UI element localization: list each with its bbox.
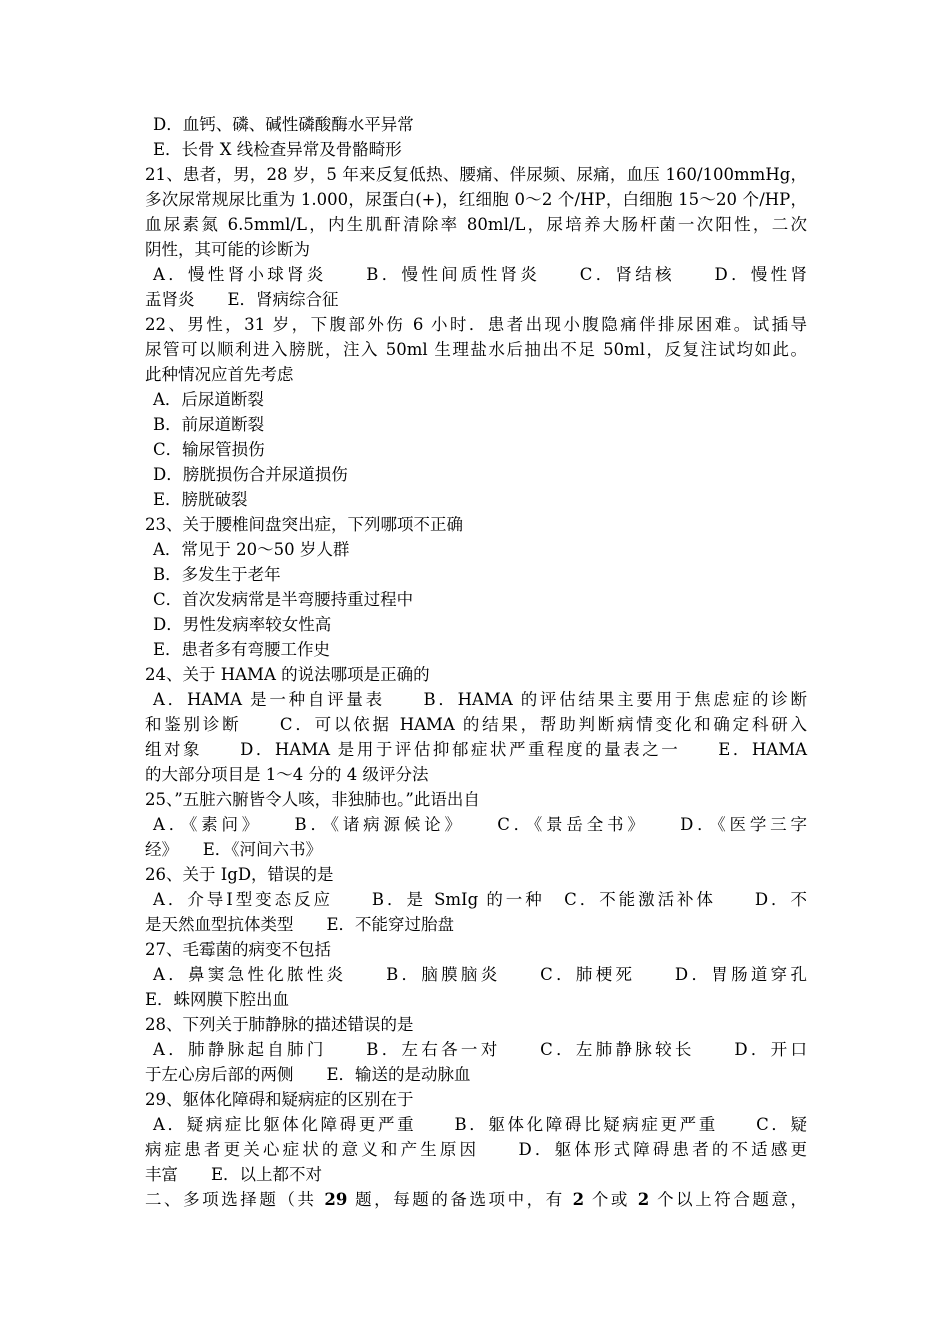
option-text: A．疑病症比躯体化障碍更严重 B．躯体化障碍比疑病症更严重 C．疑 (153, 1115, 807, 1134)
question-26: 26、关于 IgD，错误的是 (145, 865, 334, 884)
question-28: 28、下列关于肺静脉的描述错误的是 (145, 1015, 414, 1034)
question-29: 29、躯体化障碍和疑病症的区别在于 (145, 1090, 414, 1109)
question-text: 尿管可以顺利进入膀胱，注入 50ml 生理盐水后抽出不足 50ml，反复注试均如此。 (145, 340, 807, 359)
question-text: 此种情况应首先考虑 (145, 365, 294, 384)
option-text: 盂肾炎 E．肾病综合征 (145, 290, 339, 309)
option-text: A．后尿道断裂 (153, 390, 264, 409)
question-21: 21、患者，男，28 岁，5 年来反复低热、腰痛、伴尿频、尿痛，血压 160/100mmHg， (145, 165, 807, 184)
section-min-options-2: 2 (637, 1190, 650, 1209)
option-text: C．首次发病常是半弯腰持重过程中 (153, 590, 414, 609)
section-heading (145, 1187, 807, 1212)
option-text: A．介导Ⅰ型变态反应 B．是 SmIg 的一种 C．不能激活补体 D．不 (153, 890, 807, 909)
option-text: B．前尿道断裂 (153, 415, 265, 434)
question-27: 27、毛霉菌的病变不包括 (145, 940, 331, 959)
option-text: 病症患者更关心症状的意义和产生原因 D．躯体形式障碍患者的不适感更 (145, 1140, 807, 1159)
option-text: A．鼻窦急性化脓性炎 B．脑膜脑炎 C．肺梗死 D．胃肠道穿孔 (153, 965, 807, 984)
option-text: 的大部分项目是 1～4 分的 4 级评分法 (145, 765, 429, 784)
section-heading-mid2: 个或 (584, 1190, 638, 1209)
option-text: 组对象 D．HAMA 是用于评估抑郁症状严重程度的量表之一 E．HAMA (145, 740, 807, 759)
section-heading-suffix: 个以上符合题意， (649, 1190, 807, 1209)
option-text: B．多发生于老年 (153, 565, 281, 584)
option-text: 经》 E．《河间六书》 (145, 840, 323, 859)
section-question-count: 29 (324, 1190, 348, 1209)
option-text: 是天然血型抗体类型 E．不能穿过胎盘 (145, 915, 455, 934)
question-text: 血尿素氮 6.5mml/L，内生肌酐清除率 80ml/L，尿培养大肠杆菌一次阳性，二次 (145, 215, 807, 234)
section-min-options: 2 (572, 1190, 585, 1209)
section-heading-prefix: 二、多项选择题（共 (145, 1190, 325, 1209)
option-text: E．患者多有弯腰工作史 (153, 640, 331, 659)
option-text: E．长骨 X 线检查异常及骨骼畸形 (153, 140, 402, 159)
option-text: A．肺静脉起自肺门 B．左右各一对 C．左肺静脉较长 D．开口 (153, 1040, 807, 1059)
option-text: E．蛛网膜下腔出血 (145, 990, 290, 1009)
option-text: 于左心房后部的两侧 E．输送的是动脉血 (145, 1065, 471, 1084)
option-text: 丰富 E．以上都不对 (145, 1165, 323, 1184)
question-text: 多次尿常规尿比重为 1.000，尿蛋白(+)，红细胞 0～2 个/HP，白细胞 15～20 个/HP， (145, 190, 807, 209)
option-text: A．慢性肾小球肾炎 B．慢性间质性肾炎 C．肾结核 D．慢性肾 (153, 265, 807, 284)
option-text: E．膀胱破裂 (153, 490, 248, 509)
option-text: 和鉴别诊断 C．可以依据 HAMA 的结果，帮助判断病情变化和确定科研入 (145, 715, 807, 734)
question-text: 阴性，其可能的诊断为 (145, 240, 310, 259)
document-body (145, 112, 807, 1212)
option-text: D．男性发病率较女性高 (153, 615, 332, 634)
question-25: 25、”五脏六腑皆令人咳，非独肺也。”此语出自 (145, 790, 480, 809)
question-22: 22、男性，31 岁，下腹部外伤 6 小时．患者出现小腹隐痛伴排尿困难。试插导 (145, 315, 807, 334)
question-23: 23、关于腰椎间盘突出症，下列哪项不正确 (145, 515, 463, 534)
option-text: A．常见于 20～50 岁人群 (153, 540, 350, 559)
question-24: 24、关于 HAMA 的说法哪项是正确的 (145, 665, 430, 684)
section-heading-mid: 题，每题的备选项中，有 (347, 1190, 573, 1209)
option-text: D．血钙、磷、碱性磷酸酶水平异常 (153, 115, 414, 134)
option-text: A．《素问》 B．《诸病源候论》 C．《景岳全书》 D．《医学三字 (153, 815, 807, 834)
option-text: D．膀胱损伤合并尿道损伤 (153, 465, 348, 484)
option-text: C．输尿管损伤 (153, 440, 265, 459)
option-text: A．HAMA 是一种自评量表 B．HAMA 的评估结果主要用于焦虑症的诊断 (153, 690, 807, 709)
